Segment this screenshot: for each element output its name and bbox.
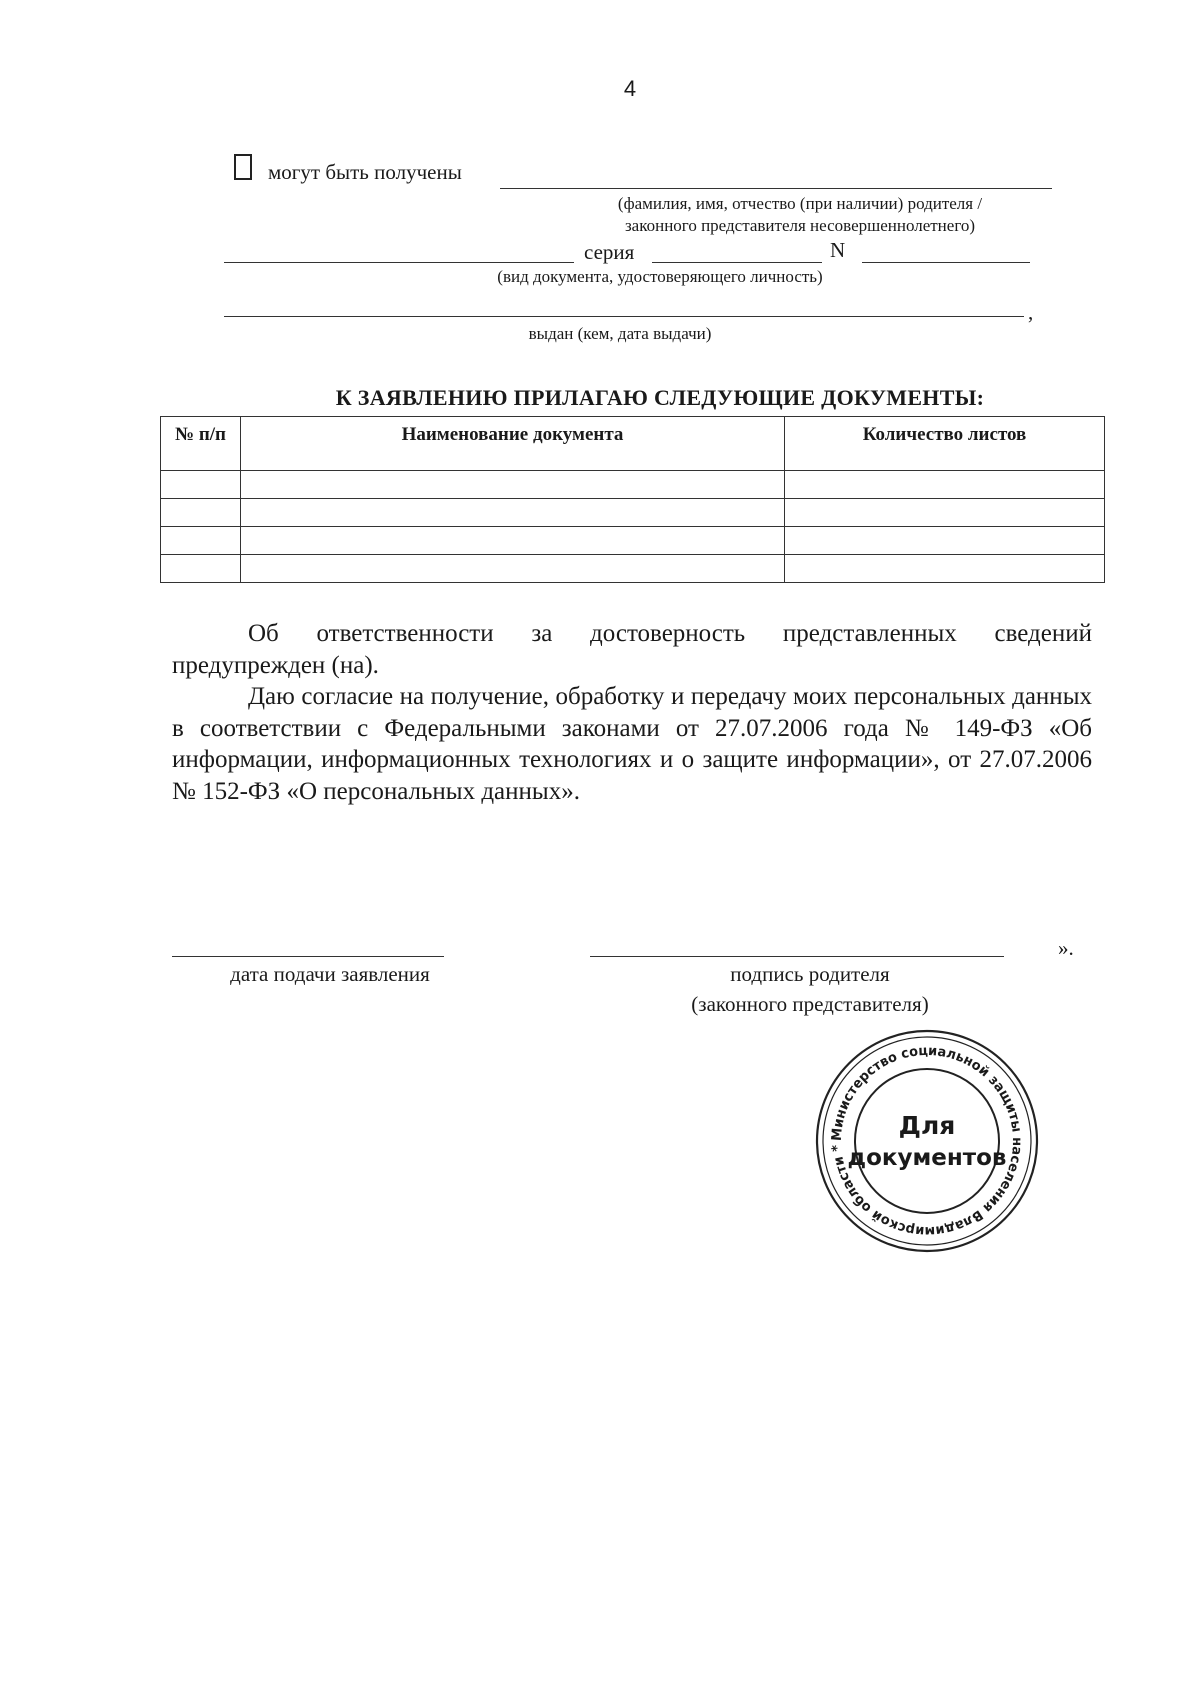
consent-paragraph: Даю согласие на получение, обработку и передачу моих персональных данных в соответствии с Федеральными законами от 27.07.2006 года № 149-ФЗ «Об информации, информационных технологиях и о защите информации», от 27.07.2006 № 152-ФЗ «О персональных данных». bbox=[172, 683, 1092, 805]
stamp-center-line1: Для bbox=[898, 1111, 956, 1140]
stamp-ring-text bbox=[829, 1043, 1025, 1239]
cell-document-name[interactable] bbox=[241, 499, 785, 527]
attachments-heading: К ЗАЯВЛЕНИЮ ПРИЛАГАЮ СЛЕДУЮЩИЕ ДОКУМЕНТЫ: bbox=[335, 385, 985, 410]
column-header-number: № п/п bbox=[161, 417, 241, 471]
cell-number[interactable] bbox=[161, 499, 241, 527]
recipient-checkbox[interactable] bbox=[234, 154, 252, 180]
cell-document-name[interactable] bbox=[241, 527, 785, 555]
cell-sheet-count[interactable] bbox=[785, 555, 1105, 583]
cell-sheet-count[interactable] bbox=[785, 499, 1105, 527]
cell-document-name[interactable] bbox=[241, 471, 785, 499]
official-stamp bbox=[812, 1026, 1042, 1256]
issued-by-caption: выдан (кем, дата выдачи) bbox=[528, 324, 712, 343]
cell-sheet-count[interactable] bbox=[785, 527, 1105, 555]
stamp-ring-text-path: Министерство социальной защиты населения Владимирской области * bbox=[828, 1042, 1026, 1240]
attachments-header-row bbox=[161, 417, 1105, 471]
cell-number[interactable] bbox=[161, 555, 241, 583]
number-label: N bbox=[830, 238, 846, 262]
id-document-caption: (вид документа, удостоверяющего личность) bbox=[497, 267, 823, 286]
series-label: серия bbox=[584, 240, 635, 264]
stamp-outer-ring bbox=[817, 1031, 1037, 1251]
stamp-inner-ring bbox=[855, 1069, 999, 1213]
table-row bbox=[161, 499, 1105, 527]
responsibility-paragraph: Об ответственности за достоверность представленных сведений предупрежден (на). bbox=[172, 620, 1092, 679]
cell-document-name[interactable] bbox=[241, 555, 785, 583]
page-number: 4 bbox=[623, 76, 637, 101]
cell-number[interactable] bbox=[161, 527, 241, 555]
id-document-type-line[interactable] bbox=[224, 262, 574, 263]
cell-sheet-count[interactable] bbox=[785, 471, 1105, 499]
signature-caption-line2: (законного представителя) bbox=[691, 992, 929, 1016]
number-line[interactable] bbox=[862, 262, 1030, 263]
recipient-label: могут быть получены bbox=[268, 160, 462, 184]
table-row bbox=[161, 527, 1105, 555]
signature-caption-line1: подпись родителя bbox=[730, 962, 890, 986]
submission-date-line[interactable] bbox=[172, 956, 444, 957]
name-caption-line1: (фамилия, имя, отчество (при наличии) родителя / bbox=[617, 194, 983, 213]
submission-date-caption: дата подачи заявления bbox=[230, 962, 430, 986]
table-row bbox=[161, 471, 1105, 499]
cell-number[interactable] bbox=[161, 471, 241, 499]
attachments-table bbox=[160, 416, 1105, 583]
series-line[interactable] bbox=[652, 262, 822, 263]
name-caption-line2: законного представителя несовершеннолетнего) bbox=[624, 216, 976, 235]
column-header-document-name: Наименование документа bbox=[241, 417, 785, 471]
stamp-center-line2: документов bbox=[847, 1145, 1007, 1171]
signature-line[interactable] bbox=[590, 956, 1004, 957]
issued-by-line[interactable] bbox=[224, 316, 1024, 317]
recipient-name-line[interactable] bbox=[500, 188, 1052, 189]
column-header-sheet-count: Количество листов bbox=[785, 417, 1105, 471]
table-row bbox=[161, 555, 1105, 583]
closing-quote-mark: ». bbox=[1058, 936, 1074, 960]
issued-by-comma: , bbox=[1028, 300, 1034, 324]
